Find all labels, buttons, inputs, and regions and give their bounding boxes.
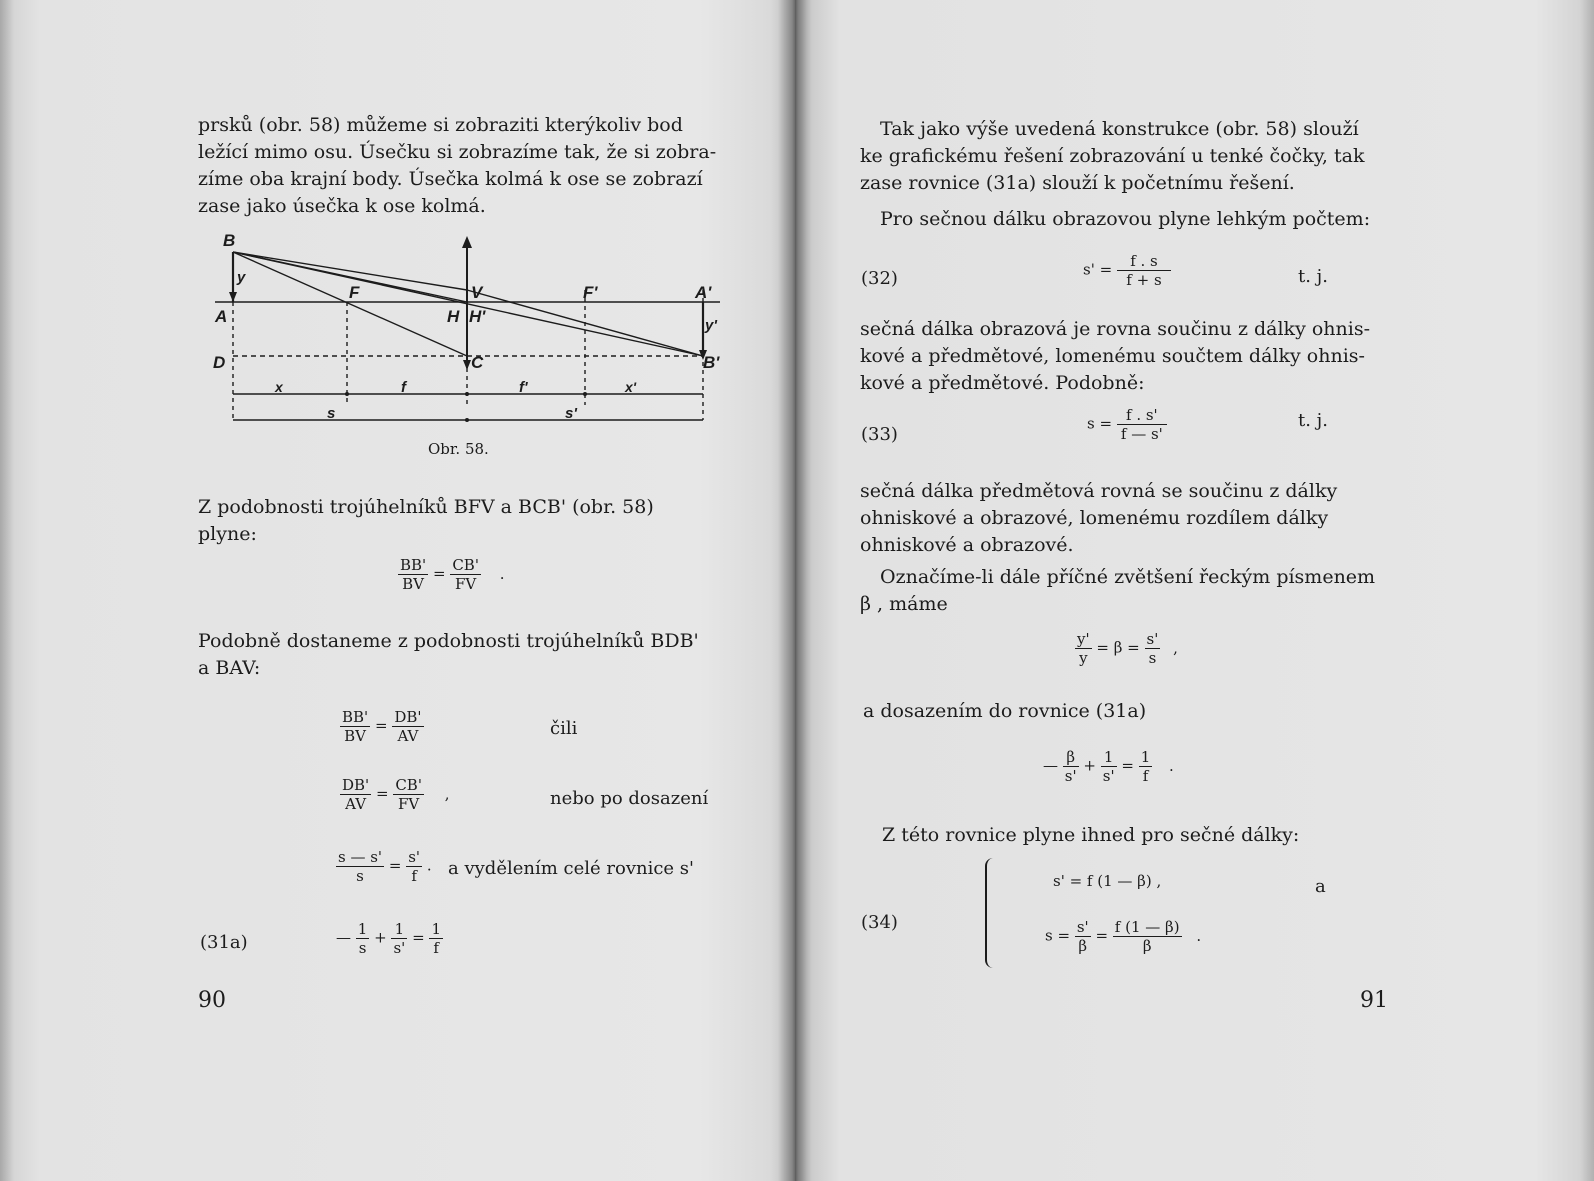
text-tj-33: t. j. — [1298, 410, 1328, 431]
denominator: f — [1142, 767, 1149, 785]
text-cili: čili — [550, 718, 578, 739]
left-paragraph-3 — [198, 628, 723, 682]
equals: = — [375, 784, 389, 803]
curly-brace — [985, 858, 997, 968]
numerator: f . s — [1117, 252, 1171, 271]
text-a: a — [1315, 876, 1326, 897]
numerator: 1 — [1101, 748, 1117, 767]
text-line: zíme oba krajní body. Úsečka kolmá k ose se zobrazí — [198, 168, 703, 190]
numerator: y' — [1077, 630, 1090, 648]
text-line: kové a předmětové, lomenému součtem dálky ohnis- — [860, 345, 1365, 367]
period: . — [426, 856, 432, 875]
equation-beta — [1075, 630, 1178, 667]
period: . — [499, 564, 505, 583]
numerator: s — s' — [338, 848, 383, 866]
dim-fp: f' — [519, 379, 528, 396]
numerator: 1 — [1140, 748, 1151, 766]
denominator: f + s — [1126, 271, 1162, 289]
text-line: Podobně dostaneme z podobnosti trojúhelníků BDB' — [198, 630, 699, 652]
equation-1 — [398, 556, 505, 593]
book-gutter — [778, 0, 812, 1181]
text-line: prsků (obr. 58) můžeme si zobraziti kterýkoliv bod — [198, 114, 683, 136]
comma: , — [444, 784, 450, 803]
right-paragraph-5 — [860, 564, 1382, 618]
denominator: β — [1078, 937, 1088, 955]
label-fp: F' — [583, 283, 598, 302]
denominator: AV — [397, 727, 419, 745]
label-h: H — [447, 307, 460, 326]
label-y: y — [237, 269, 246, 286]
minus: — — [336, 928, 351, 947]
tick — [345, 392, 349, 396]
text-line: ke grafickému řešení zobrazování u tenké čočky, tak — [860, 145, 1365, 167]
equation-2 — [340, 708, 424, 745]
dim-x: x — [275, 379, 283, 395]
optics-diagram — [205, 230, 725, 430]
denominator: s — [358, 939, 367, 957]
dim-sp: s' — [565, 405, 577, 422]
numerator: CB' — [452, 556, 479, 574]
text-line: sečná dálka předmětová rovná se součinu z dálky — [860, 480, 1338, 502]
right-paragraph-7: Z této rovnice plyne ihned pro sečné dálky: — [882, 824, 1300, 846]
tick — [465, 392, 469, 396]
denominator: AV — [345, 795, 367, 813]
comma: , — [1173, 638, 1178, 657]
plus: + — [1083, 756, 1096, 775]
equation-label-33: (33) — [861, 424, 898, 445]
label-c: C — [471, 353, 484, 372]
numerator: CB' — [395, 776, 422, 794]
denominator: f — [433, 939, 439, 957]
equation-4 — [336, 848, 432, 885]
text-after-eq3: nebo po dosazení — [550, 788, 709, 809]
text-line: kové a předmětové. Podobně: — [860, 372, 1145, 394]
denominator: FV — [455, 575, 477, 593]
label-hp: H' — [469, 307, 486, 326]
label-bp: B' — [703, 353, 720, 372]
arrowhead-c — [463, 360, 471, 370]
label-yp: y' — [705, 317, 717, 334]
numerator: f . s' — [1117, 406, 1167, 425]
denominator: BV — [344, 727, 367, 745]
label-a: A — [215, 307, 228, 326]
equation-label-34: (34) — [861, 912, 898, 933]
arrowhead-lens — [462, 236, 472, 248]
numerator: 1 — [431, 920, 441, 938]
page-left — [0, 0, 795, 1181]
text-line: sečná dálka obrazová je rovna součinu z dálky ohnis- — [860, 318, 1371, 340]
numerator: BB' — [400, 556, 427, 574]
text-line: β , máme — [860, 593, 948, 615]
left-paragraph-2 — [198, 494, 723, 548]
equals: = — [1095, 926, 1109, 945]
label-b: B — [223, 231, 236, 250]
text-line: a BAV: — [198, 657, 261, 679]
left-paragraph-1 — [198, 112, 723, 220]
text-line: zase rovnice (31a) slouží k početnímu řešení. — [860, 172, 1295, 194]
figure-caption: Obr. 58. — [428, 440, 489, 458]
lhs: s — [1087, 414, 1095, 433]
denominator: BV — [402, 575, 425, 593]
lhs: s' — [1083, 260, 1095, 279]
equation-label-31a: (31a) — [200, 932, 248, 953]
equation-3 — [340, 776, 450, 813]
text-line: zase jako úsečka k ose kolmá. — [198, 195, 486, 217]
dim-s: s — [327, 405, 336, 422]
label-ap: A' — [695, 283, 712, 302]
numerator: BB' — [342, 708, 369, 726]
text-line: Tak jako výše uvedená konstrukce (obr. 58) slouží — [880, 118, 1359, 140]
numerator: s' — [1146, 630, 1159, 648]
plus: + — [374, 928, 387, 947]
denominator: y — [1079, 649, 1088, 667]
label-v: V — [471, 283, 483, 302]
period: . — [1169, 756, 1174, 775]
equals: = — [388, 856, 402, 875]
denominator: β — [1142, 937, 1152, 955]
text-line: ohniskové a obrazové, lomenému rozdílem dálky — [860, 507, 1329, 529]
numerator: f (1 — β) — [1114, 918, 1180, 936]
numerator: β — [1063, 748, 1079, 767]
denominator: s — [356, 867, 364, 885]
denominator: s' — [393, 939, 406, 957]
equals: = — [1121, 756, 1134, 775]
right-paragraph-1 — [860, 116, 1382, 197]
denominator: f — [411, 867, 417, 885]
numerator: s' — [408, 848, 421, 866]
denominator: FV — [398, 795, 420, 813]
text-line: Z podobnosti trojúhelníků BFV a BCB' (obr. 58) — [198, 496, 654, 518]
period: . — [1196, 926, 1202, 945]
page-right — [795, 0, 1594, 1181]
denominator: s' — [1064, 767, 1077, 785]
equation-32 — [1083, 252, 1171, 289]
equals: = — [412, 928, 425, 947]
right-paragraph-2: Pro sečnou dálku obrazovou plyne lehkým počtem: — [880, 208, 1371, 230]
equals: = — [1099, 260, 1113, 279]
numerator: DB' — [342, 776, 370, 794]
right-paragraph-6: a dosazením do rovnice (31a) — [863, 700, 1147, 722]
arrowhead-a — [229, 292, 237, 302]
equation-34-line2 — [1045, 918, 1201, 955]
equation-31a — [336, 920, 443, 957]
numerator: 1 — [357, 920, 368, 938]
text-line: plyne: — [198, 523, 257, 545]
equation-34-line1: s' = f (1 — β) , — [1053, 872, 1162, 890]
dim-f: f — [401, 379, 406, 396]
text-after-eq4: a vydělením celé rovnice s' — [448, 858, 694, 879]
denominator: s — [1148, 649, 1157, 667]
numerator: 1 — [391, 920, 407, 939]
tick — [583, 392, 587, 396]
minus: — — [1043, 756, 1058, 775]
lhs: s = — [1045, 926, 1071, 945]
label-f: F — [349, 283, 360, 302]
tick — [465, 418, 469, 422]
denominator: s' — [1102, 767, 1115, 785]
label-d: D — [213, 353, 226, 372]
page-number-right: 91 — [1360, 988, 1388, 1013]
equals: = — [374, 716, 388, 735]
text-line: Označíme-li dále příčné zvětšení řeckým písmenem — [880, 566, 1376, 588]
dim-xp: x' — [625, 379, 637, 395]
equals-beta: = β = — [1096, 638, 1140, 657]
text-line: ležící mimo osu. Úsečku si zobrazíme tak, že si zobra- — [198, 141, 717, 163]
equals: = — [432, 564, 446, 583]
equation-33 — [1087, 406, 1167, 443]
equals: = — [1099, 414, 1113, 433]
equation-substituted — [1043, 748, 1174, 785]
equation-label-32: (32) — [861, 268, 898, 289]
numerator: s' — [1076, 918, 1089, 936]
right-paragraph-4 — [860, 478, 1382, 559]
numerator: DB' — [394, 708, 422, 726]
text-tj-32: t. j. — [1298, 266, 1328, 287]
page-number-left: 90 — [198, 988, 226, 1013]
ray-b-c — [233, 252, 467, 356]
text-line: ohniskové a obrazové. — [860, 534, 1074, 556]
right-paragraph-3 — [860, 316, 1382, 397]
denominator: f — s' — [1120, 425, 1163, 443]
